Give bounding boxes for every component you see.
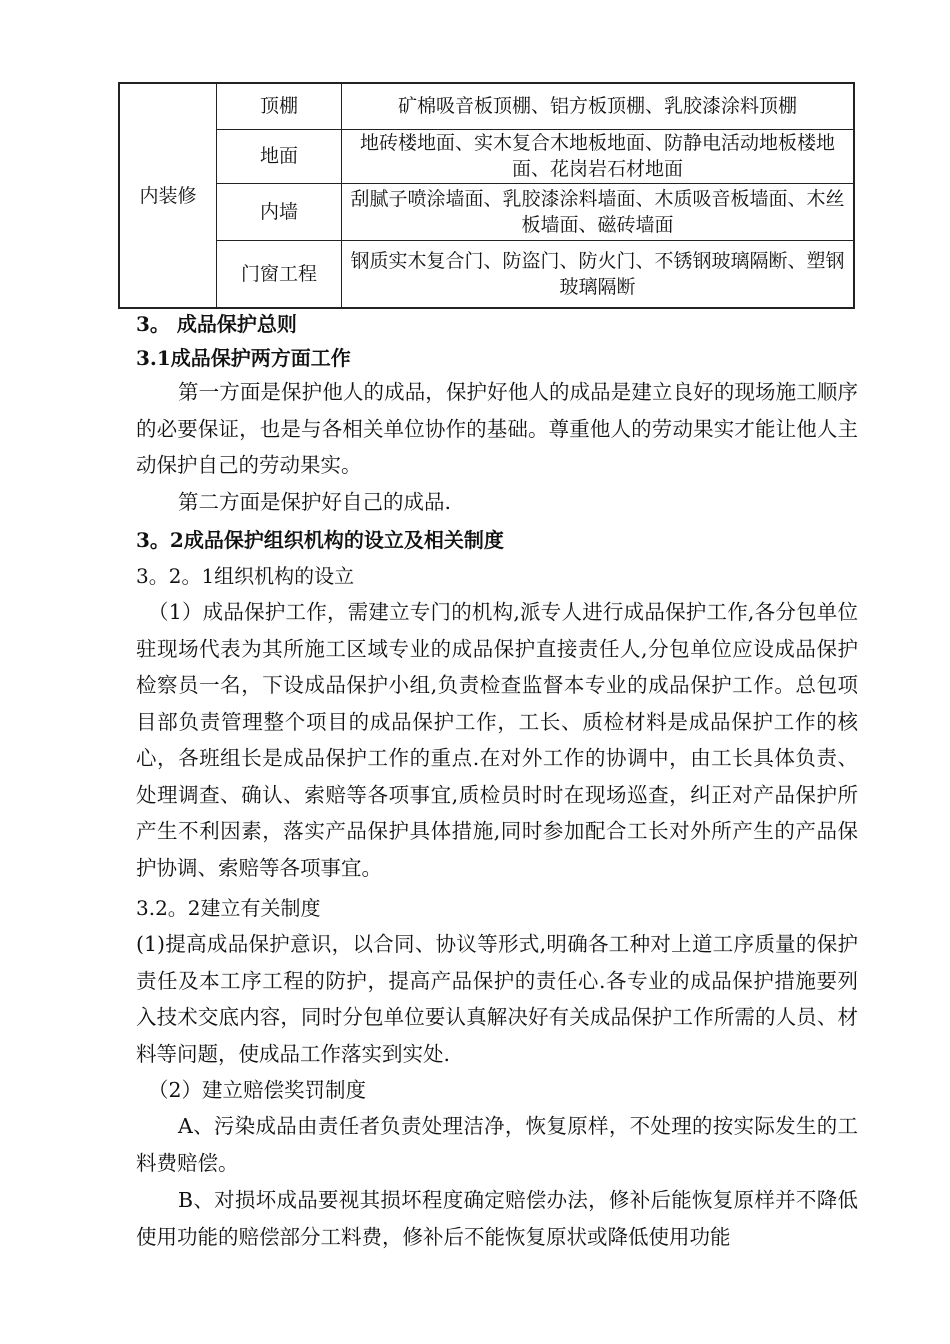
table-row [119,183,854,240]
desc-cell: 钢质实木复合门、防盗门、防火门、不锈钢玻璃隔断、塑钢玻璃隔断 [342,240,855,308]
finish-spec-table [118,82,855,309]
section-heading-3-1: 3.1成品保护两方面工作 [136,346,351,370]
desc-cell: 刮腻子喷涂墙面、乳胶漆涂料墙面、木质吸音板墙面、木丝板墙面、磁砖墙面 [342,183,855,240]
desc-cell: 矿棉吸音板顶棚、铝方板顶棚、乳胶漆涂料顶棚 [342,83,855,129]
table-row [119,83,854,129]
table-row [119,129,854,183]
paragraph-first-aspect: 第一方面是保护他人的成品，保护好他人的成品是建立良好的现场施工顺序的必要保证，也是与各相关单位协作的基础。尊重他人的劳动果实才能让他人主动保护自己的劳动果实。 [136,380,858,477]
item-cell: 顶棚 [217,83,342,129]
paragraph-item-a: A、污染成品由责任者负责处理洁净，恢复原样，不处理的按实际发生的工料费赔偿。 [136,1114,858,1175]
paragraph-item-b: B、对损坏成品要视其损坏程度确定赔偿办法，修补后能恢复原样并不降低使用功能的赔偿部分工料费，修补后不能恢复原状或降低使用功能 [136,1188,858,1249]
item-cell: 内墙 [217,183,342,240]
item-cell: 门窗工程 [217,240,342,308]
section-heading-3-2-1: 3。2。1组织机构的设立 [136,564,355,588]
category-cell: 内装修 [119,83,217,308]
section-heading-3-2-2: 3.2。2建立有关制度 [136,896,321,920]
desc-cell: 地砖楼地面、实木复合木地板地面、防静电活动地板楼地面、花岗岩石材地面 [342,129,855,183]
paragraph-compensation-title: （2）建立赔偿奖罚制度 [148,1078,367,1102]
paragraph-organization: （1）成品保护工作，需建立专门的机构,派专人进行成品保护工作,各分包单位驻现场代表为其所施工区域专业的成品保护直接责任人,分包单位应设成品保护检察员一名，下设成品保护小组,负责检查监督本专业的成品保护工作。总包项目部负责管理整个项目的成品保护工作，工长、质检材料是成品保护工作的核心，各班组长是成品保护工作的重点.在对外工作的协调中，由工长具体负责、处理调查、确认、索赔等各项事宜,质检员时时在现场巡查，纠正对产品保护所产生不利因素，落实产品保护具体措施,同时参加配合工长对外所产生的产品保护协调、索赔等各项事宜。 [136,600,858,880]
table-row [119,240,854,308]
paragraph-awareness: (1)提高成品保护意识，以合同、协议等形式,明确各工种对上道工序质量的保护责任及本工序工程的防护，提高产品保护的责任心.各专业的成品保护措施要列入技术交底内容，同时分包单位要认真解决好有关成品保护工作所需的人员、材料等问题，使成品工作落实到实处. [136,932,858,1066]
section-heading-3-2: 3。2成品保护组织机构的设立及相关制度 [136,528,504,552]
section-heading-3: 3。 成品保护总则 [136,312,297,336]
item-cell: 地面 [217,129,342,183]
paragraph-second-aspect: 第二方面是保护好自己的成品. [178,490,452,514]
